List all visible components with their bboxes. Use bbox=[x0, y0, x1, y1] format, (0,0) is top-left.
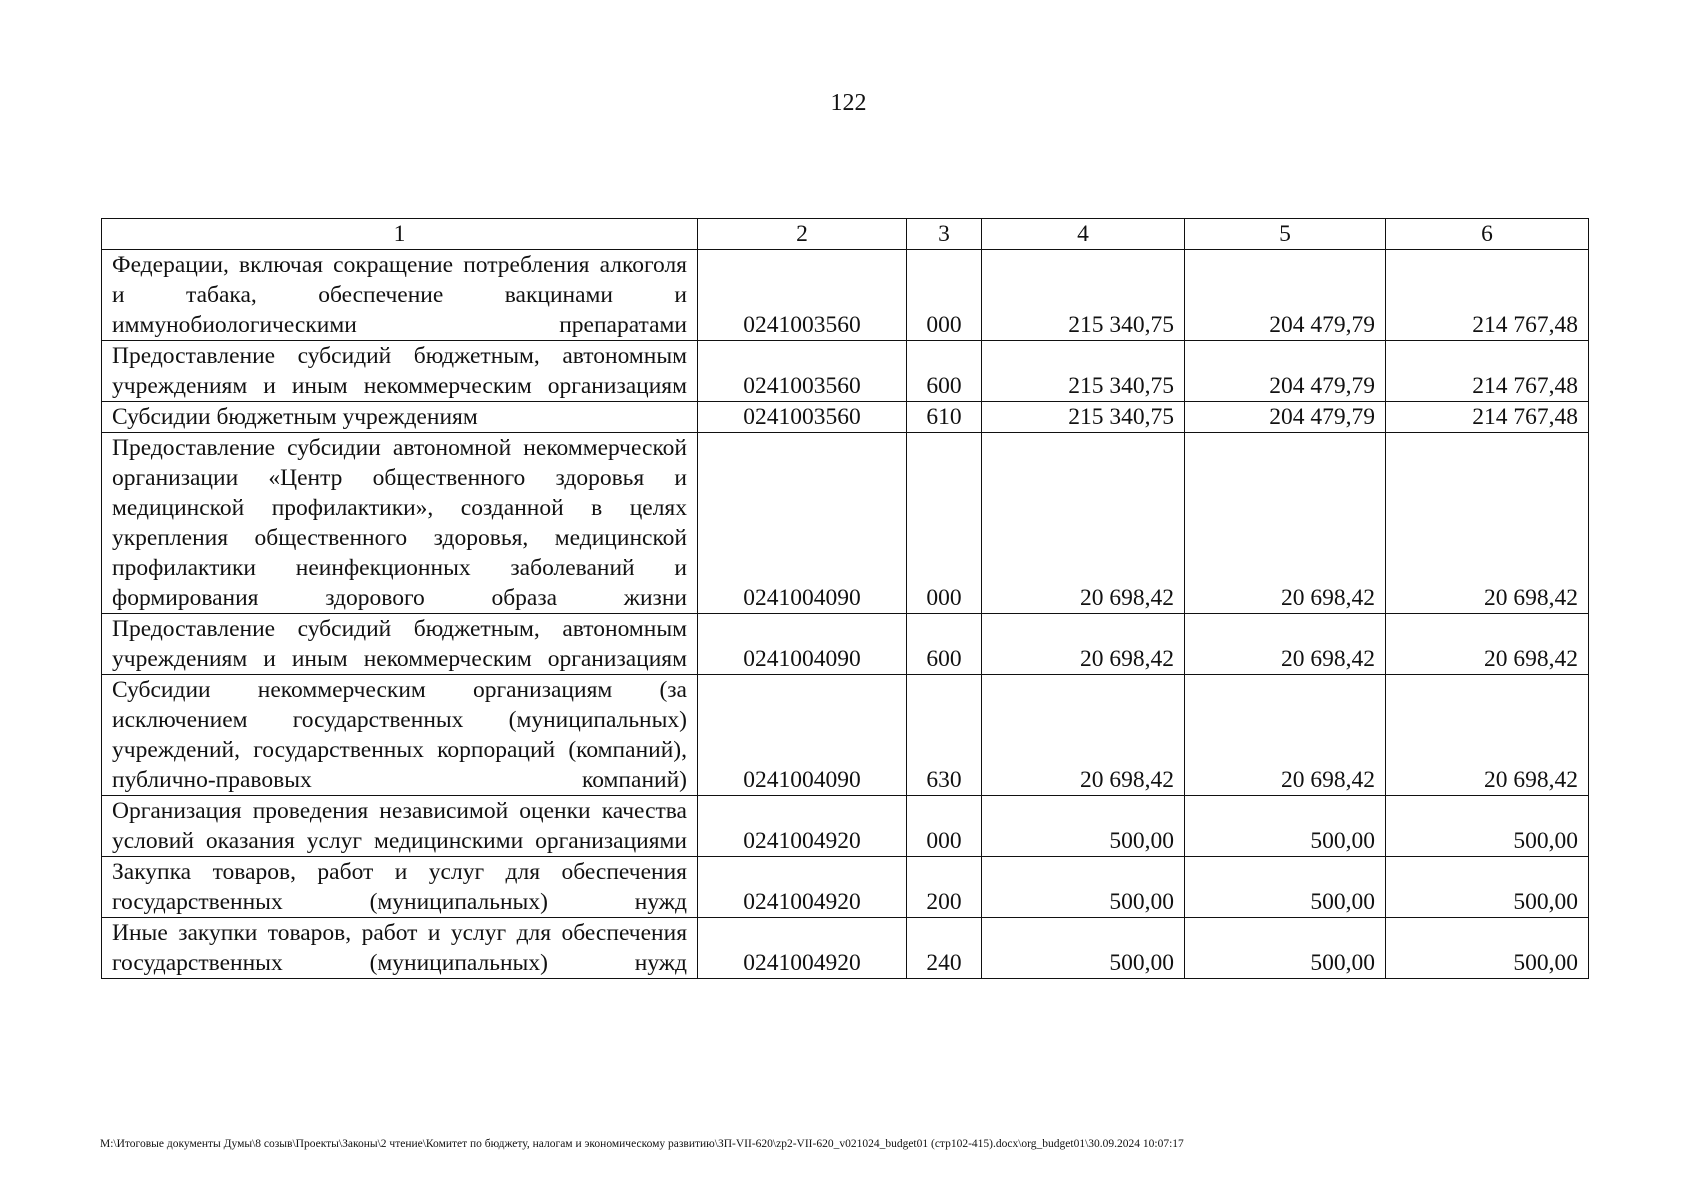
header-col-6: 6 bbox=[1386, 219, 1589, 250]
row-expense-type: 240 bbox=[907, 918, 982, 979]
row-amount-col4: 20 698,42 bbox=[982, 675, 1185, 796]
header-col-1: 1 bbox=[102, 219, 698, 250]
row-amount-col6: 214 767,48 bbox=[1386, 341, 1589, 402]
row-amount-col5: 500,00 bbox=[1185, 918, 1386, 979]
row-expense-type: 000 bbox=[907, 433, 982, 614]
row-amount-col4: 215 340,75 bbox=[982, 341, 1185, 402]
row-expense-type: 000 bbox=[907, 250, 982, 341]
row-description: Иные закупки товаров, работ и услуг для обеспечения государственных (муниципальных) нужд bbox=[102, 918, 698, 979]
row-amount-col4: 215 340,75 bbox=[982, 402, 1185, 433]
row-amount-col6: 20 698,42 bbox=[1386, 614, 1589, 675]
row-description: Федерации, включая сокращение потребления алкоголя и табака, обеспечение вакцинами и иммунобиологическими препаратами bbox=[102, 250, 698, 341]
row-amount-col6: 500,00 bbox=[1386, 796, 1589, 857]
row-amount-col4: 500,00 bbox=[982, 796, 1185, 857]
row-description: Субсидии бюджетным учреждениям bbox=[102, 402, 698, 433]
row-target-code: 0241003560 bbox=[698, 341, 907, 402]
row-expense-type: 600 bbox=[907, 341, 982, 402]
row-target-code: 0241004090 bbox=[698, 614, 907, 675]
row-amount-col6: 214 767,48 bbox=[1386, 402, 1589, 433]
row-amount-col5: 500,00 bbox=[1185, 857, 1386, 918]
row-expense-type: 200 bbox=[907, 857, 982, 918]
header-col-4: 4 bbox=[982, 219, 1185, 250]
row-amount-col5: 204 479,79 bbox=[1185, 402, 1386, 433]
row-amount-col6: 20 698,42 bbox=[1386, 675, 1589, 796]
row-amount-col4: 215 340,75 bbox=[982, 250, 1185, 341]
row-amount-col5: 20 698,42 bbox=[1185, 675, 1386, 796]
row-description: Предоставление субсидий бюджетным, автономным учреждениям и иным некоммерческим организациям bbox=[102, 341, 698, 402]
row-amount-col5: 204 479,79 bbox=[1185, 250, 1386, 341]
table-row bbox=[102, 918, 1589, 979]
table-row bbox=[102, 614, 1589, 675]
row-amount-col4: 500,00 bbox=[982, 857, 1185, 918]
row-target-code: 0241004920 bbox=[698, 857, 907, 918]
row-amount-col6: 500,00 bbox=[1386, 857, 1589, 918]
row-description: Закупка товаров, работ и услуг для обеспечения государственных (муниципальных) нужд bbox=[102, 857, 698, 918]
row-description: Организация проведения независимой оценки качества условий оказания услуг медицинскими организациями bbox=[102, 796, 698, 857]
row-description: Предоставление субсидии автономной некоммерческой организации «Центр общественного здоровья и медицинской профилактики», созданной в целях укрепления общественного здоровья, медицинской профилактики неинфекционных заболеваний и формирования здорового образа жизни bbox=[102, 433, 698, 614]
row-target-code: 0241004090 bbox=[698, 675, 907, 796]
table-row bbox=[102, 857, 1589, 918]
table-row bbox=[102, 402, 1589, 433]
row-amount-col4: 20 698,42 bbox=[982, 433, 1185, 614]
table-row bbox=[102, 675, 1589, 796]
row-description: Предоставление субсидий бюджетным, автономным учреждениям и иным некоммерческим организациям bbox=[102, 614, 698, 675]
table-row bbox=[102, 341, 1589, 402]
row-target-code: 0241003560 bbox=[698, 402, 907, 433]
header-col-5: 5 bbox=[1185, 219, 1386, 250]
header-col-2: 2 bbox=[698, 219, 907, 250]
row-expense-type: 000 bbox=[907, 796, 982, 857]
row-target-code: 0241004090 bbox=[698, 433, 907, 614]
row-amount-col5: 500,00 bbox=[1185, 796, 1386, 857]
row-target-code: 0241004920 bbox=[698, 918, 907, 979]
row-amount-col5: 20 698,42 bbox=[1185, 433, 1386, 614]
table-row bbox=[102, 796, 1589, 857]
budget-table bbox=[101, 218, 1589, 979]
row-amount-col5: 204 479,79 bbox=[1185, 341, 1386, 402]
row-expense-type: 600 bbox=[907, 614, 982, 675]
row-amount-col6: 20 698,42 bbox=[1386, 433, 1589, 614]
row-amount-col4: 20 698,42 bbox=[982, 614, 1185, 675]
page-number: 122 bbox=[830, 90, 867, 116]
row-amount-col6: 214 767,48 bbox=[1386, 250, 1589, 341]
header-col-3: 3 bbox=[907, 219, 982, 250]
row-target-code: 0241003560 bbox=[698, 250, 907, 341]
row-expense-type: 630 bbox=[907, 675, 982, 796]
table-row bbox=[102, 433, 1589, 614]
row-amount-col6: 500,00 bbox=[1386, 918, 1589, 979]
row-amount-col4: 500,00 bbox=[982, 918, 1185, 979]
row-description: Субсидии некоммерческим организациям (за исключением государственных (муниципальных) учреждений, государственных корпораций (компаний), публично-правовых компаний) bbox=[102, 675, 698, 796]
row-target-code: 0241004920 bbox=[698, 796, 907, 857]
table-header-row bbox=[102, 219, 1589, 250]
table-row bbox=[102, 250, 1589, 341]
row-expense-type: 610 bbox=[907, 402, 982, 433]
footer-file-path: M:\Итоговые документы Думы\8 созыв\Проекты\Законы\2 чтение\Комитет по бюджету, налогам и экономическому развитию\ЗП-VII-620\zp2-VII-620_v021024_budget01 (стр102-415).docx\org_budget01\30.09.2024 10:07:17 bbox=[100, 1138, 1184, 1150]
row-amount-col5: 20 698,42 bbox=[1185, 614, 1386, 675]
